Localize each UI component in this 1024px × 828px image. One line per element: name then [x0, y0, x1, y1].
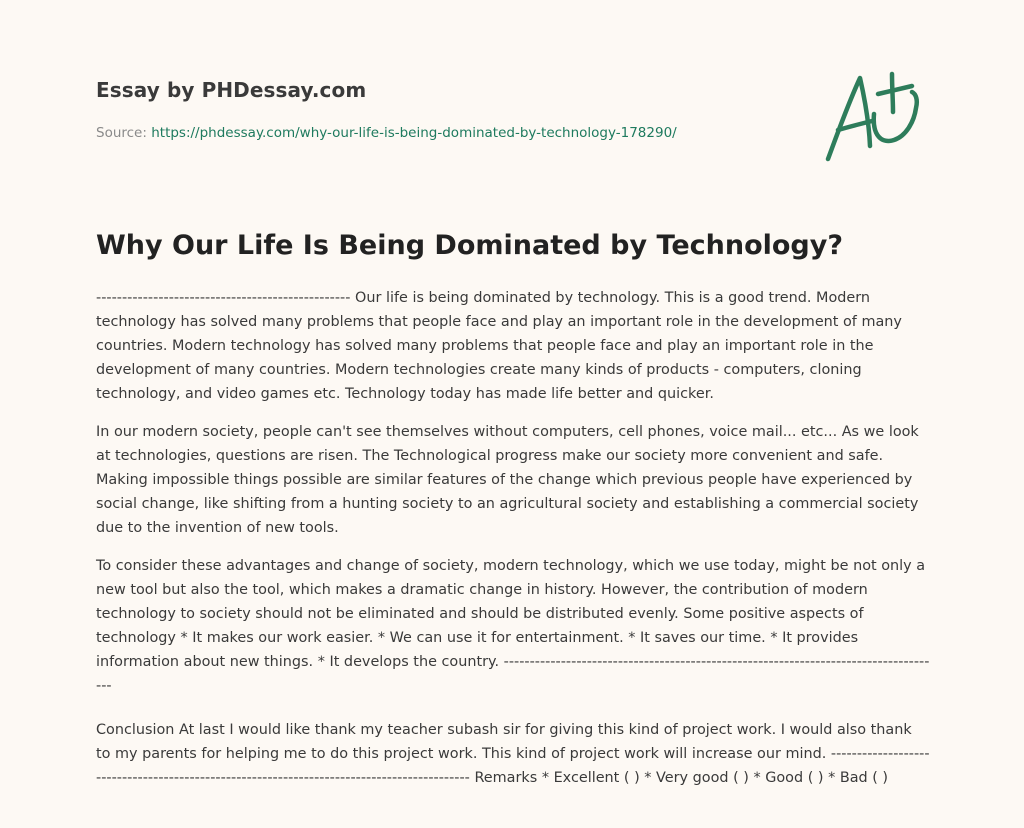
source-label: Source: — [96, 125, 147, 141]
a-plus-grade-icon — [822, 70, 926, 164]
essay-paragraph: Conclusion At last I would like thank my teacher subash sir for giving this kind of project work. I would also thank to my parents for helping me to do this project work. This kind of project work will increase our mind. ------------------------------------------------------------------------------------------- Remarks * Excellent ( ) * Very good ( ) * Good ( ) * Bad ( ) — [96, 722, 930, 786]
source-line — [96, 124, 796, 142]
source-link[interactable]: https://phdessay.com/why-our-life-is-being-dominated-by-technology-178290/ — [151, 125, 677, 141]
essay-paragraph: In our modern society, people can't see themselves without computers, cell phones, voice mail... etc... As we look at technologies, questions are risen. The Technological progress make our society more convenient and safe. Making impossible things possible are similar features of the change which previous people have experienced by social change, like shifting from a hunting society to an agricultural society and establishing a commercial society due to the invention of new tools. — [96, 424, 919, 536]
essay-paragraph: To consider these advantages and change of society, modern technology, which we use today, might be not only a new tool but also the tool, which makes a dramatic change in history. However, the contribution of modern technology to society should not be eliminated and should be distributed evenly. Some positive aspects of technology * It makes our work easier. * We can use it for entertainment. * It saves our time. * It provides information about new things. * It develops the country. ------------------------------------------------------------------------------------- — [96, 558, 930, 694]
site-brand: Essay by PHDessay.com — [96, 78, 367, 102]
essay-body — [96, 286, 930, 804]
essay-paragraph: ------------------------------------------------- Our life is being dominated by technology. This is a good trend. Modern technology has solved many problems that people face and play an important role in the development of many countries. Modern technology has solved many problems that people face and play an important role in the development of many countries. Modern technologies create many kinds of products - computers, cloning technology, and video games etc. Technology today has made life better and quicker. — [96, 290, 902, 402]
essay-header — [96, 76, 796, 142]
essay-title: Why Our Life Is Being Dominated by Technology? — [96, 230, 844, 261]
